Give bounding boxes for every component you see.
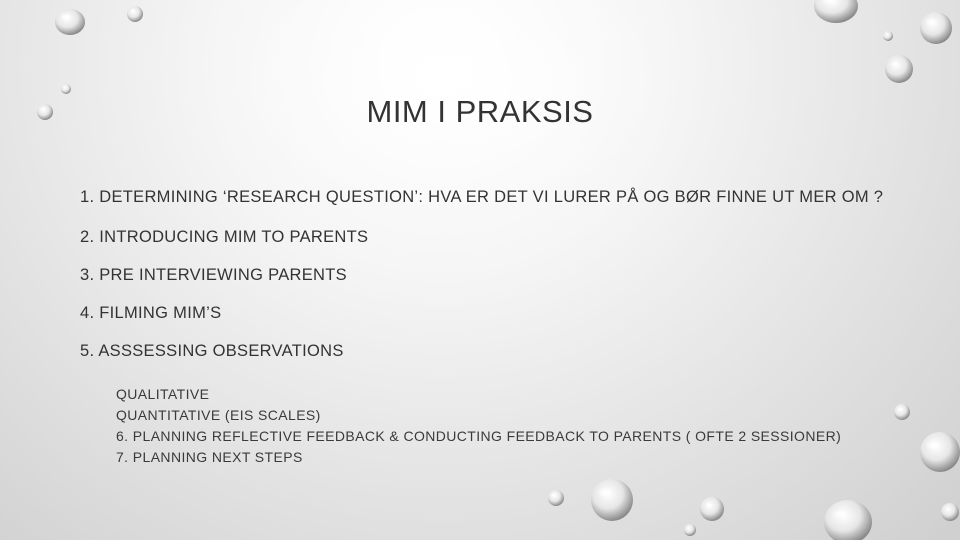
water-drop [883,31,893,41]
water-drop [941,503,959,521]
water-drop [920,12,952,44]
sub-list-item: QUALITATIVE [116,386,210,402]
water-drop [61,84,71,94]
list-item: 4. FILMING MIM’S [80,304,222,322]
sub-list [116,386,876,465]
list-item: 5. ASSSESSING OBSERVATIONS [80,342,344,360]
water-drop [894,404,910,420]
list-item: 1. DETERMINING ‘RESEARCH QUESTION’: HVA ER DET VI LURER PÅ OG BØR FINNE UT MER OM ? [80,188,884,206]
water-drop [920,432,960,472]
water-drop [591,479,633,521]
list-item: 2. INTRODUCING MIM TO PARENTS [80,228,369,246]
water-drop [814,0,858,23]
water-drop [55,9,85,35]
water-drop [127,6,143,22]
water-drop [824,500,872,540]
sub-list-item: QUANTITATIVE (EIS SCALES) [116,407,321,423]
list-item: 3. PRE INTERVIEWING PARENTS [80,266,347,284]
water-drop [548,490,564,506]
main-list [80,188,900,360]
sub-list-item: 6. PLANNING REFLECTIVE FEEDBACK & CONDUCTING FEEDBACK TO PARENTS ( OFTE 2 SESSIONER) [116,428,842,444]
sub-list-item: 7. PLANNING NEXT STEPS [116,449,303,465]
water-drop [684,524,696,536]
slide-title: MIM I PRAKSIS [366,94,594,129]
water-drop [700,497,724,521]
water-drop [885,55,913,83]
